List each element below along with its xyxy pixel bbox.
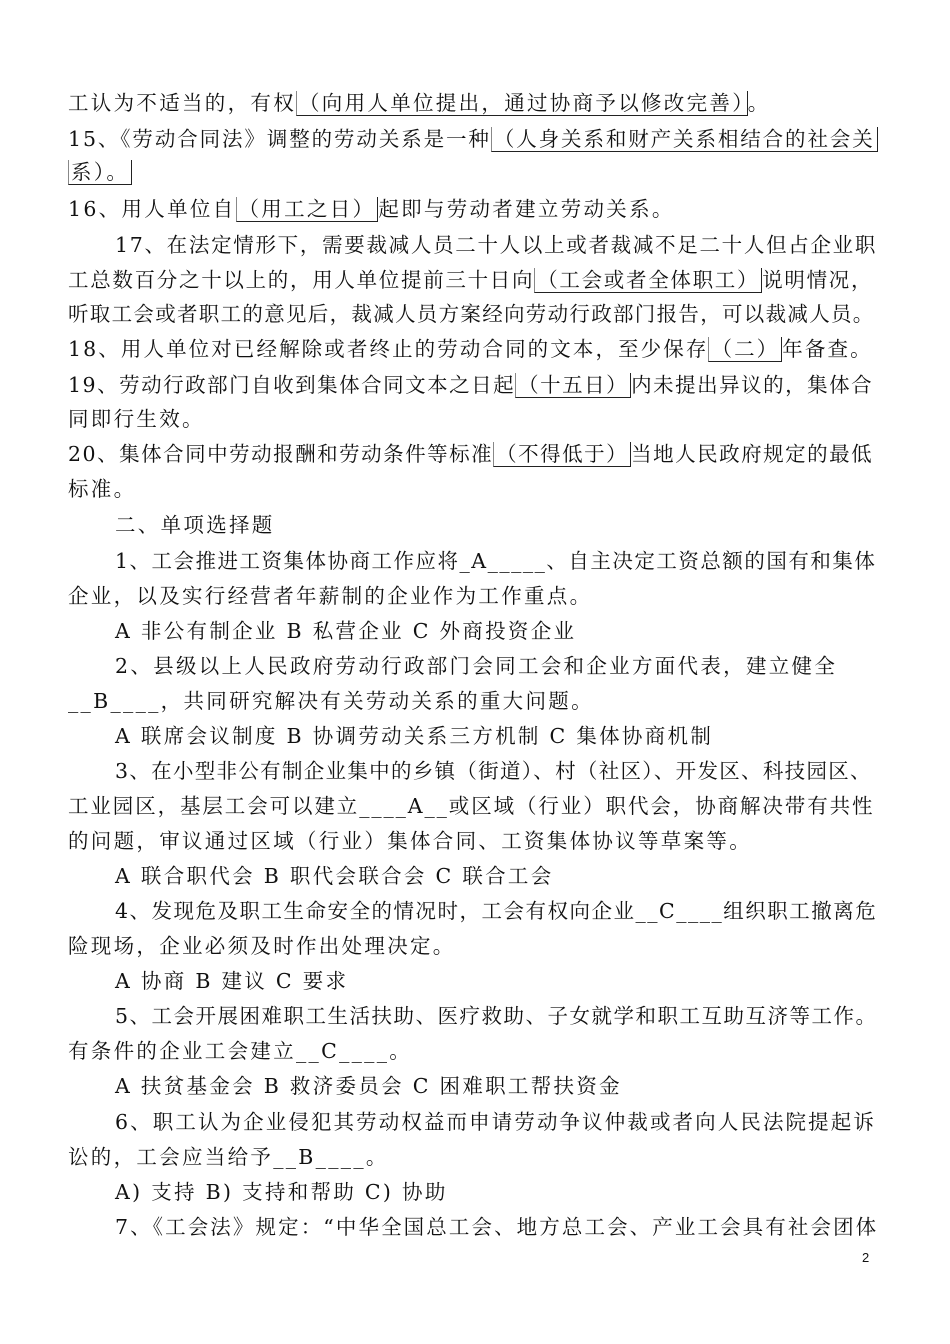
- text-line: 7、《工会法》规定：“中华全国总工会、地方总工会、产业工会具有社会团体: [115, 1215, 879, 1239]
- section-heading: 二、单项选择题: [115, 513, 275, 537]
- text-line: 同即行生效。: [68, 407, 205, 431]
- text-line: 工业园区，基层工会可以建立____A__或区域（行业）职代会，协商解决带有共性: [68, 794, 875, 818]
- option-line: A 联合职代会 B 职代会联合会 C 联合工会: [115, 864, 554, 888]
- option-line: A 扶贫基金会 B 救济委员会 C 困难职工帮扶资金: [115, 1074, 622, 1098]
- text-line: 18、用人单位对已经解除或者终止的劳动合同的文本，至少保存 （二） 年备查。: [68, 337, 873, 361]
- text-line: 有条件的企业工会建立__C____。: [68, 1039, 413, 1063]
- text-line: 的问题，审议通过区域（行业）集体合同、工资集体协议等草案等。: [68, 829, 752, 853]
- text-line: 16、用人单位自 （用工之日） 起即与劳动者建立劳动关系。: [68, 197, 675, 221]
- page-number: 2: [862, 1250, 870, 1265]
- text-line: 标准。: [68, 477, 137, 501]
- text-line: 1、工会推进工资集体协商工作应将_A_____、自主决定工资总额的国有和集体: [115, 549, 877, 573]
- text-line: 5、工会开展困难职工生活扶助、医疗救助、子女就学和职工互助互济等工作。: [115, 1004, 878, 1028]
- text-line: 3、在小型非公有制企业集中的乡镇（街道）、村（社区）、开发区、科技园区、: [115, 759, 872, 783]
- text-line: 6、职工认为企业侵犯其劳动权益而申请劳动争议仲裁或者向人民法院提起诉: [115, 1110, 876, 1134]
- text-line: 15、《劳动合同法》调整的劳动关系是一种 （人身关系和财产关系相结合的社会关: [68, 122, 878, 156]
- text-line: 工认为不适当的，有权 （向用人单位提出，通过协商予以修改完善） 。: [68, 91, 771, 115]
- option-line: A 联席会议制度 B 协调劳动关系三方机制 C 集体协商机制: [115, 724, 714, 748]
- text-line: 2、县级以上人民政府劳动行政部门会同工会和企业方面代表，建立健全: [115, 654, 838, 678]
- text-line: 系）。: [68, 155, 878, 189]
- text-line: 讼的，工会应当给予__B____。: [68, 1145, 389, 1169]
- text-line: 17、在法定情形下，需要裁减人员二十人以上或者裁减不足二十人但占企业职: [115, 233, 878, 257]
- option-line: A 协商 B 建议 C 要求: [115, 969, 349, 993]
- option-line: A) 支持 B) 支持和帮助 C) 协助: [115, 1180, 448, 1204]
- text-line: 听取工会或者职工的意见后，裁减人员方案经向劳动行政部门报告，可以裁减人员。: [68, 302, 875, 326]
- text-line: 工总数百分之十以上的，用人单位提前三十日向 （工会或者全体职工） 说明情况，: [68, 268, 874, 292]
- text-line: __B____，共同研究解决有关劳动关系的重大问题。: [68, 689, 594, 713]
- text-line: 19、劳动行政部门自收到集体合同文本之日起 （十五日） 内未提出异议的，集体合: [68, 373, 874, 397]
- text-line: 20、集体合同中劳动报酬和劳动条件等标准 （不得低于） 当地人民政府规定的最低: [68, 442, 874, 466]
- option-line: A 非公有制企业 B 私营企业 C 外商投资企业: [115, 619, 577, 643]
- text-line: 企业，以及实行经营者年薪制的企业作为工作重点。: [68, 584, 593, 608]
- text-line: 险现场，企业必须及时作出处理决定。: [68, 934, 456, 958]
- text-line: 4、发现危及职工生命安全的情况时，工会有权向企业__C____组织职工撤离危: [115, 899, 878, 923]
